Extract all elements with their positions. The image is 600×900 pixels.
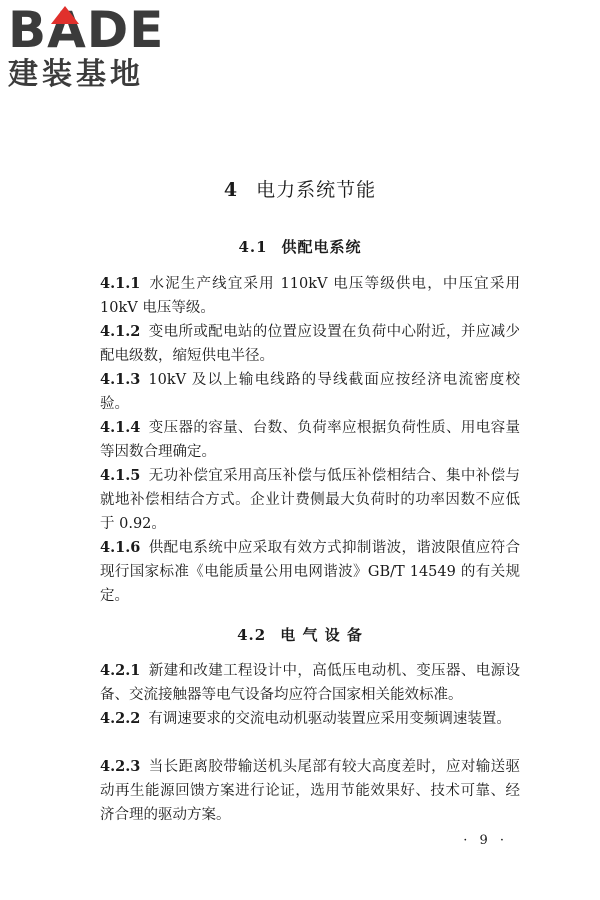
logo-accent-triangle: [51, 6, 79, 24]
clause-text: 10kV 及以上输电线路的导线截面应按经济电流密度校验。: [100, 372, 520, 412]
clause: [100, 272, 520, 320]
clause-number: 4.1.6: [100, 539, 141, 556]
section-heading: 4.1 供配电系统: [238, 238, 362, 256]
clause-number: 4.1.2: [100, 323, 141, 340]
chapter-number: 4: [223, 179, 239, 201]
clause-text: 变压器的容量、台数、负荷率应根据负荷性质、用电容量等因数合理确定。: [100, 420, 520, 460]
clause: [100, 416, 520, 464]
logo-subtitle: 建装基地: [8, 57, 144, 92]
clause-number: 4.1.1: [100, 275, 141, 292]
clause: [100, 536, 520, 608]
logo-wordmark: BADE: [8, 1, 165, 59]
clause: [100, 659, 520, 707]
clause-text: 新建和改建工程设计中，高低压电动机、变压器、电源设备、交流接触器等电气设备均应符合国家相关能效标准。: [100, 663, 520, 703]
clause: [100, 464, 520, 536]
clause-text: 供配电系统中应采取有效方式抑制谐波，谐波限值应符合现行国家标准《电能质量公用电网谐波》GB/T 14549 的有关规定。: [100, 540, 520, 604]
clause-number: 4.1.3: [100, 371, 141, 388]
clause-text: 当长距离胶带输送机头尾部有较大高度差时，应对输送驱动再生能源回馈方案进行论证，选用节能效果好、技术可靠、经济合理的驱动方案。: [100, 759, 520, 823]
page-number: · 9 ·: [463, 833, 508, 848]
clause-number: 4.2.3: [100, 758, 141, 775]
section-heading: 4.2 电 气 设 备: [237, 626, 363, 644]
chapter-title: 电力系统节能: [256, 179, 377, 201]
clause: [100, 320, 520, 368]
clause-number: 4.1.5: [100, 467, 141, 484]
clause-text: 无功补偿宜采用高压补偿与低压补偿相结合、集中补偿与就地补偿相结合方式。企业计费侧最大负荷时的功率因数不应低于 0.92。: [100, 468, 520, 532]
clause-number: 4.2.2: [100, 710, 141, 727]
brand-logo: [8, 1, 178, 92]
clause-number: 4.2.1: [100, 662, 141, 679]
clause: [100, 368, 520, 416]
clause-text: 变电所或配电站的位置应设置在负荷中心附近，并应减少配电级数，缩短供电半径。: [100, 324, 520, 364]
chapter-heading: [0, 175, 600, 202]
clause-text: 有调速要求的交流电动机驱动装置应采用变频调速装置。: [148, 711, 511, 727]
clause-number: 4.1.4: [100, 419, 141, 436]
clause: [100, 755, 520, 827]
clause: [100, 707, 520, 731]
clause-text: 水泥生产线宜采用 110kV 电压等级供电，中压宜采用 10kV 电压等级。: [100, 276, 520, 316]
